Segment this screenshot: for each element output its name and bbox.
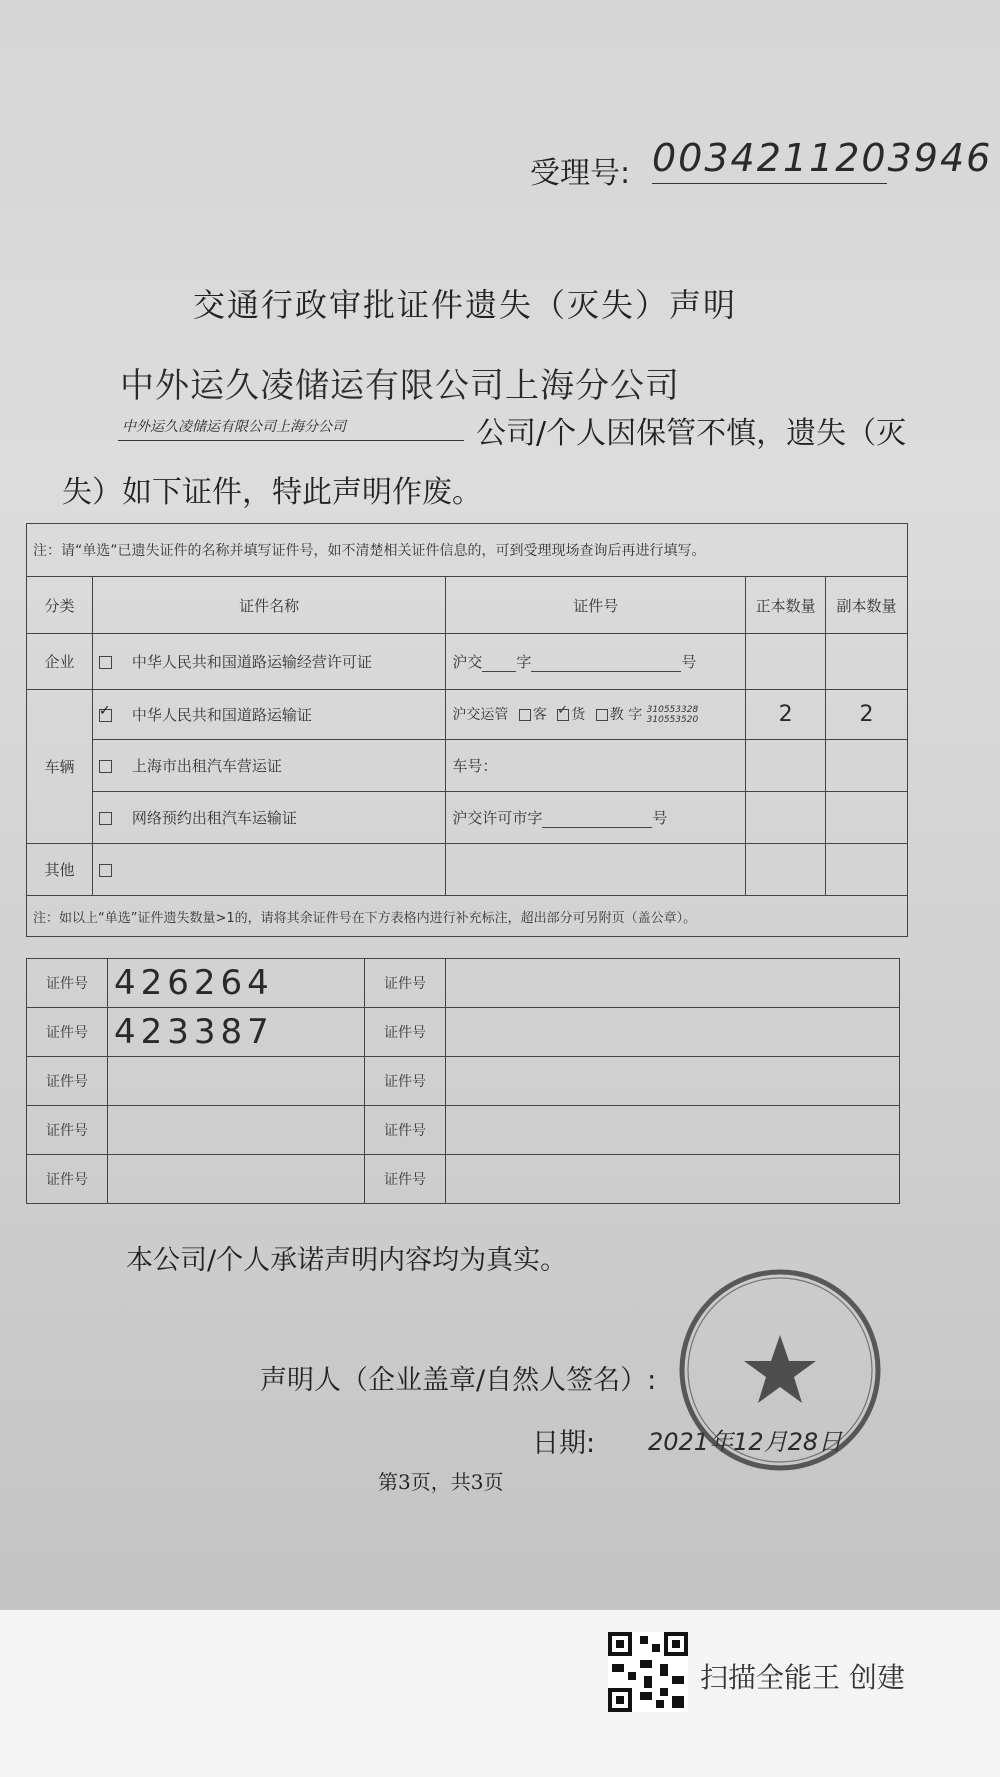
enterprise-cert-no xyxy=(446,634,746,690)
vehicle3-no-suffix: 号 xyxy=(652,809,668,827)
vehicle3-cert-cell xyxy=(92,792,445,844)
header-cert-no: 证件号 xyxy=(446,577,746,634)
cert-number-table xyxy=(26,958,900,1204)
other-cert-cell xyxy=(92,844,445,896)
scanner-footer xyxy=(0,1610,1000,1777)
vehicle1-copy-qty: 2 xyxy=(826,690,908,740)
cert-label: 证件号 xyxy=(365,1057,446,1106)
cert-label: 证件号 xyxy=(27,1008,108,1057)
enterprise-copy-qty[interactable] xyxy=(826,634,908,690)
scanner-label: 扫描全能王 创建 xyxy=(700,1661,905,1694)
vehicle1-cert-name: 中华人民共和国道路运输证 xyxy=(131,706,312,724)
category-enterprise: 企业 xyxy=(27,634,93,690)
table-note-1: 注：请“单选”已遗失证件的名称并填写证件号，如不清楚相关证件信息的，可到受理现场查询后再进行填写。 xyxy=(27,524,908,577)
vehicle1-hw-no-1: 310553328 xyxy=(646,705,699,715)
vehicle3-copy-qty[interactable] xyxy=(826,792,908,844)
vehicle1-cert-cell xyxy=(92,690,445,740)
page-number: 第3页，共3页 xyxy=(378,1470,504,1494)
cert-row xyxy=(27,1106,900,1155)
vehicle1-original-qty: 2 xyxy=(746,690,826,740)
cargo-checkbox[interactable] xyxy=(557,709,569,721)
enterprise-checkbox[interactable] xyxy=(99,656,112,669)
enterprise-no-blank-1[interactable] xyxy=(482,671,516,672)
declaration-text-2: 失）如下证件，特此声明作废。 xyxy=(62,475,482,510)
teaching-label: 教 xyxy=(609,707,624,723)
cert-label: 证件号 xyxy=(365,1155,446,1204)
vehicle2-cert-name: 上海市出租汽车营运证 xyxy=(131,757,282,775)
company-seal-stamp xyxy=(675,1265,885,1475)
cert-row xyxy=(27,1008,900,1057)
cargo-label: 货 xyxy=(571,707,586,723)
vehicle2-cert-cell xyxy=(92,740,445,792)
enterprise-cert-name: 中华人民共和国道路运输经营许可证 xyxy=(131,653,372,671)
other-checkbox[interactable] xyxy=(99,864,112,877)
vehicle3-original-qty[interactable] xyxy=(746,792,826,844)
enterprise-no-mid: 字 xyxy=(516,653,532,671)
cert-label: 证件号 xyxy=(27,959,108,1008)
enterprise-no-prefix: 沪交 xyxy=(452,653,483,671)
enterprise-original-qty[interactable] xyxy=(746,634,826,690)
cert-value-right[interactable] xyxy=(446,959,900,1008)
vehicle3-no-prefix: 沪交许可市字 xyxy=(452,809,543,827)
cert-value-right[interactable] xyxy=(446,1155,900,1204)
declaration-text-1: 公司/个人因保管不慎，遗失（灭 xyxy=(476,416,907,451)
cert-label: 证件号 xyxy=(27,1106,108,1155)
cert-value-left[interactable]: 426264 xyxy=(108,959,365,1008)
vehicle3-checkbox[interactable] xyxy=(99,812,112,825)
cert-value-right[interactable] xyxy=(446,1106,900,1155)
vehicle1-hw-no-2: 310553520 xyxy=(646,715,699,725)
cert-label: 证件号 xyxy=(27,1057,108,1106)
cert-value-right[interactable] xyxy=(446,1057,900,1106)
passenger-label: 客 xyxy=(532,707,547,723)
accept-label: 受理号: xyxy=(530,156,631,191)
header-cert-name: 证件名称 xyxy=(92,577,445,634)
vehicle1-cert-no xyxy=(446,690,746,740)
vehicle2-checkbox[interactable] xyxy=(99,760,112,773)
cert-row xyxy=(27,1057,900,1106)
vehicle3-cert-name: 网络预约出租汽车运输证 xyxy=(131,809,297,827)
passenger-checkbox[interactable] xyxy=(519,709,531,721)
vehicle1-checkbox[interactable] xyxy=(99,709,112,722)
enterprise-no-suffix: 号 xyxy=(681,653,697,671)
cert-value-left[interactable]: 423387 xyxy=(108,1008,365,1057)
cert-label: 证件号 xyxy=(365,959,446,1008)
cert-value-left[interactable] xyxy=(108,1057,365,1106)
cert-label: 证件号 xyxy=(365,1008,446,1057)
other-cert-no[interactable] xyxy=(446,844,746,896)
header-category: 分类 xyxy=(27,577,93,634)
cert-value-left[interactable] xyxy=(108,1106,365,1155)
teaching-checkbox[interactable] xyxy=(596,709,608,721)
vehicle1-handwritten-nos xyxy=(647,705,699,725)
category-vehicle: 车辆 xyxy=(27,690,93,844)
document-title: 交通行政审批证件遗失（灭失）声明 xyxy=(193,286,738,324)
cert-value-right[interactable] xyxy=(446,1008,900,1057)
header-original-qty: 正本数量 xyxy=(746,577,826,634)
vehicle2-original-qty[interactable] xyxy=(746,740,826,792)
accept-underline xyxy=(652,183,887,184)
other-copy-qty[interactable] xyxy=(826,844,908,896)
vehicle3-cert-no xyxy=(446,792,746,844)
category-other: 其他 xyxy=(27,844,93,896)
qr-code-icon xyxy=(608,1632,688,1712)
vehicle2-copy-qty[interactable] xyxy=(826,740,908,792)
cert-label: 证件号 xyxy=(27,1155,108,1204)
vehicle2-cert-no: 车号： xyxy=(446,740,746,792)
company-underline xyxy=(118,440,464,441)
cert-value-left[interactable] xyxy=(108,1155,365,1204)
date-label: 日期: xyxy=(532,1428,596,1459)
accept-number: 0034211203946 xyxy=(652,136,993,180)
enterprise-cert-cell xyxy=(92,634,445,690)
declarant-label: 声明人（企业盖章/自然人签名）: xyxy=(260,1365,657,1396)
table-note-2: 注：如以上“单选”证件遗失数量>1的，请将其余证件号在下方表格内进行补充标注，超出部分可另附页（盖公章）。 xyxy=(27,896,908,937)
company-name-handwritten: 中外运久凌储运有限公司上海分公司 xyxy=(120,366,680,406)
lost-cert-table xyxy=(26,523,908,937)
cert-row xyxy=(27,959,900,1008)
header-copy-qty: 副本数量 xyxy=(826,577,908,634)
cert-label: 证件号 xyxy=(365,1106,446,1155)
vehicle3-no-blank[interactable] xyxy=(542,827,652,828)
other-original-qty[interactable] xyxy=(746,844,826,896)
company-name-small: 中外运久凌储运有限公司上海分公司 xyxy=(122,419,346,435)
vehicle1-no-prefix: 沪交运管 xyxy=(452,707,509,723)
cert-row xyxy=(27,1155,900,1204)
vehicle1-no-mid: 字 xyxy=(628,707,643,723)
date-value: 2021年12月28日 xyxy=(648,1428,843,1456)
promise-statement: 本公司/个人承诺声明内容均为真实。 xyxy=(126,1245,568,1276)
enterprise-no-blank-2[interactable] xyxy=(531,671,681,672)
